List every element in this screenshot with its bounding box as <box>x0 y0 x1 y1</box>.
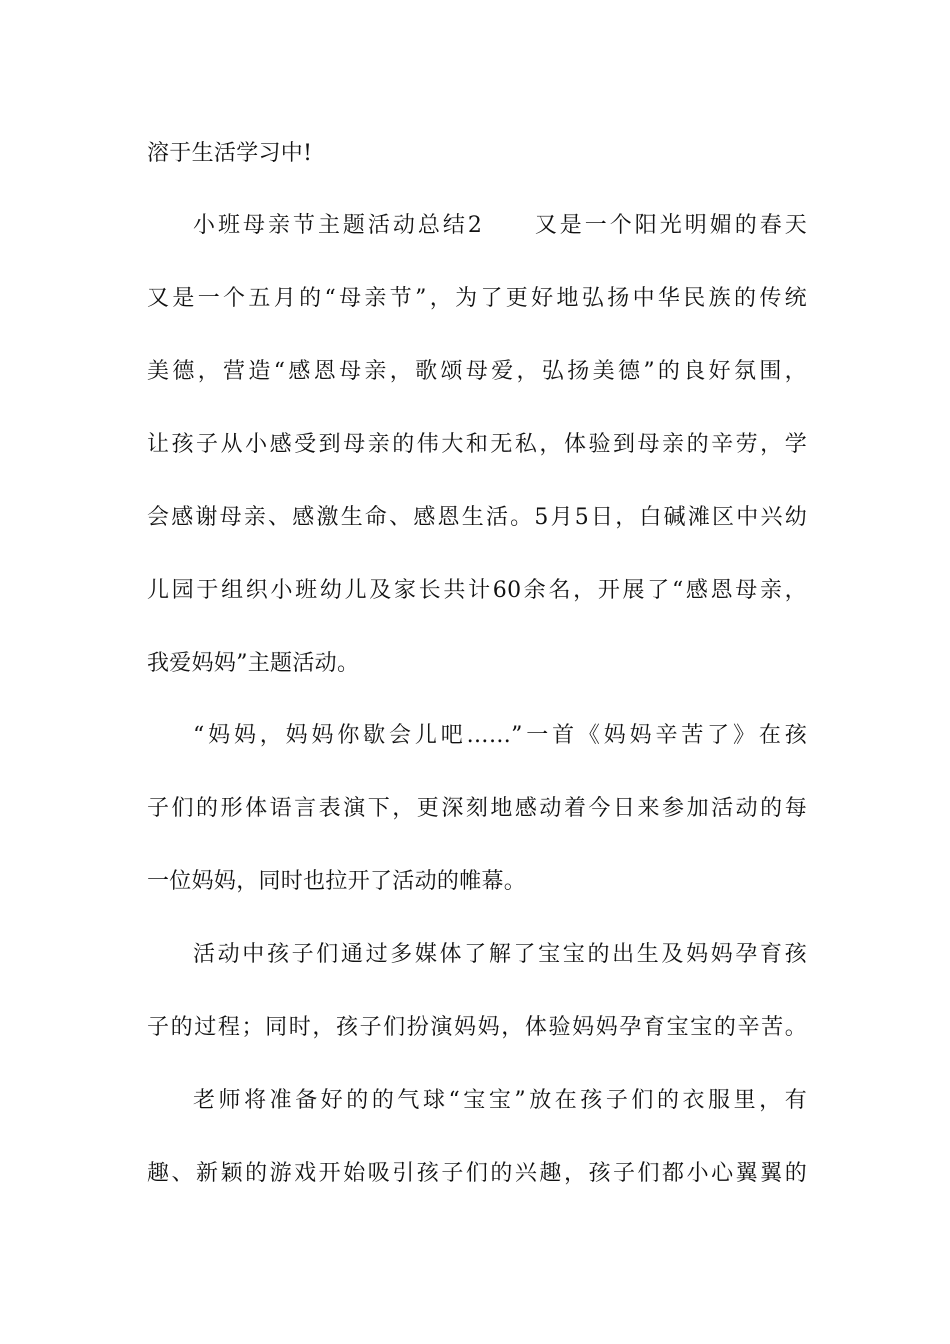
text-line: 又是一个五月的“母亲节”，为了更好地弘扬中华民族的传统 <box>147 286 807 311</box>
text-line: 小班母亲节主题活动总结2 又是一个阳光明媚的春天 <box>193 213 807 238</box>
text-line: 会感谢母亲、感激生命、感恩生活。5月5日，白碱滩区中兴幼 <box>147 505 807 530</box>
text-line: 活动中孩子们通过多媒体了解了宝宝的出生及妈妈孕育孩 <box>193 942 807 967</box>
text-line: 子们的形体语言表演下，更深刻地感动着今日来参加活动的每 <box>147 796 807 821</box>
text-line: “妈妈，妈妈你歇会儿吧……”一首《妈妈辛苦了》在孩 <box>193 723 807 748</box>
text-line: 我爱妈妈”主题活动。 <box>147 651 360 676</box>
text-line: 一位妈妈，同时也拉开了活动的帷幕。 <box>147 869 527 894</box>
text-line: 儿园于组织小班幼儿及家长共计60余名，开展了“感恩母亲， <box>147 578 807 603</box>
text-line: 溶于生活学习中! <box>147 141 313 166</box>
text-line: 美德，营造“感恩母亲，歌颂母爱，弘扬美德”的良好氛围， <box>147 359 807 384</box>
text-line: 子的过程；同时，孩子们扮演妈妈，体验妈妈孕育宝宝的辛苦。 <box>147 1015 807 1040</box>
text-line: 老师将准备好的的气球“宝宝”放在孩子们的衣服里，有 <box>193 1088 807 1113</box>
text-line: 让孩子从小感受到母亲的伟大和无私，体验到母亲的辛劳，学 <box>147 432 807 457</box>
text-line: 趣、新颖的游戏开始吸引孩子们的兴趣，孩子们都小心翼翼的 <box>147 1161 807 1186</box>
